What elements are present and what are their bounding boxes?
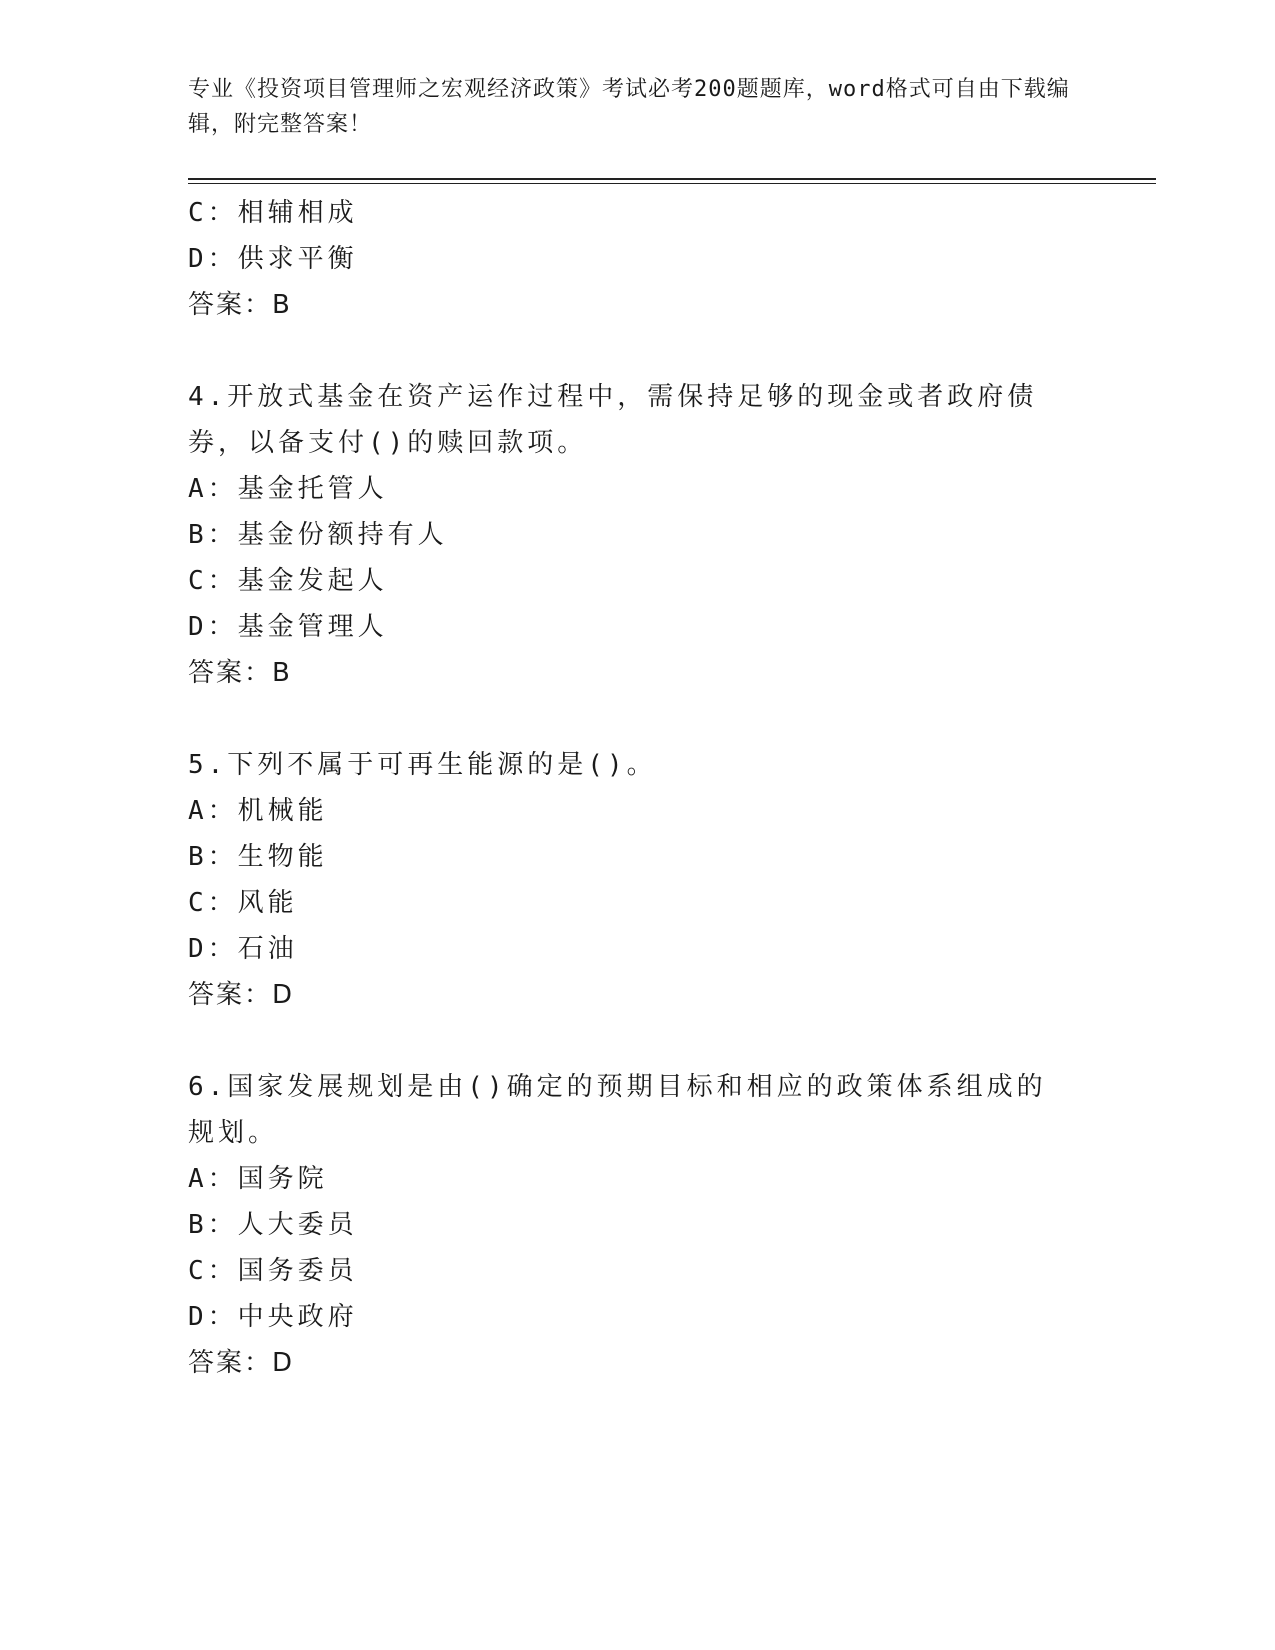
option-d: D：供求平衡 — [188, 244, 358, 274]
question-stem: 6.国家发展规划是由()确定的预期目标和相应的政策体系组成的规划。 — [188, 1072, 1047, 1148]
option-a: A：机械能 — [188, 796, 328, 826]
spacer — [188, 328, 1088, 374]
partial-question — [188, 190, 1088, 328]
option-c: C：风能 — [188, 888, 298, 918]
option-d: D：石油 — [188, 934, 298, 964]
header-rule-thin — [188, 183, 1156, 184]
question-stem: 4.开放式基金在资产运作过程中，需保持足够的现金或者政府债券，以备支付()的赎回款项。 — [188, 382, 1038, 458]
option-d: D：中央政府 — [188, 1302, 358, 1332]
question-item — [188, 1064, 1088, 1386]
question-item — [188, 742, 1088, 1018]
page-header: 专业《投资项目管理师之宏观经济政策》考试必考200题题库，word格式可自由下载编辑，附完整答案！ — [188, 77, 1070, 137]
spacer — [188, 696, 1088, 742]
answer-line: 答案：D — [188, 980, 295, 1010]
question-content — [188, 190, 1088, 1386]
question-stem: 5.下列不属于可再生能源的是()。 — [188, 750, 657, 780]
answer-line: 答案：D — [188, 1348, 295, 1378]
option-b: B：基金份额持有人 — [188, 520, 448, 550]
answer-line: 答案：B — [188, 658, 292, 688]
spacer — [188, 1018, 1088, 1064]
question-item — [188, 374, 1088, 696]
option-b: B：生物能 — [188, 842, 328, 872]
option-c: C：基金发起人 — [188, 566, 388, 596]
option-a: A：国务院 — [188, 1164, 328, 1194]
answer-line: 答案：B — [188, 290, 292, 320]
option-a: A：基金托管人 — [188, 474, 388, 504]
header-rule — [188, 178, 1156, 180]
option-c: C：相辅相成 — [188, 198, 358, 228]
option-d: D：基金管理人 — [188, 612, 388, 642]
option-c: C：国务委员 — [188, 1256, 358, 1286]
option-b: B：人大委员 — [188, 1210, 358, 1240]
